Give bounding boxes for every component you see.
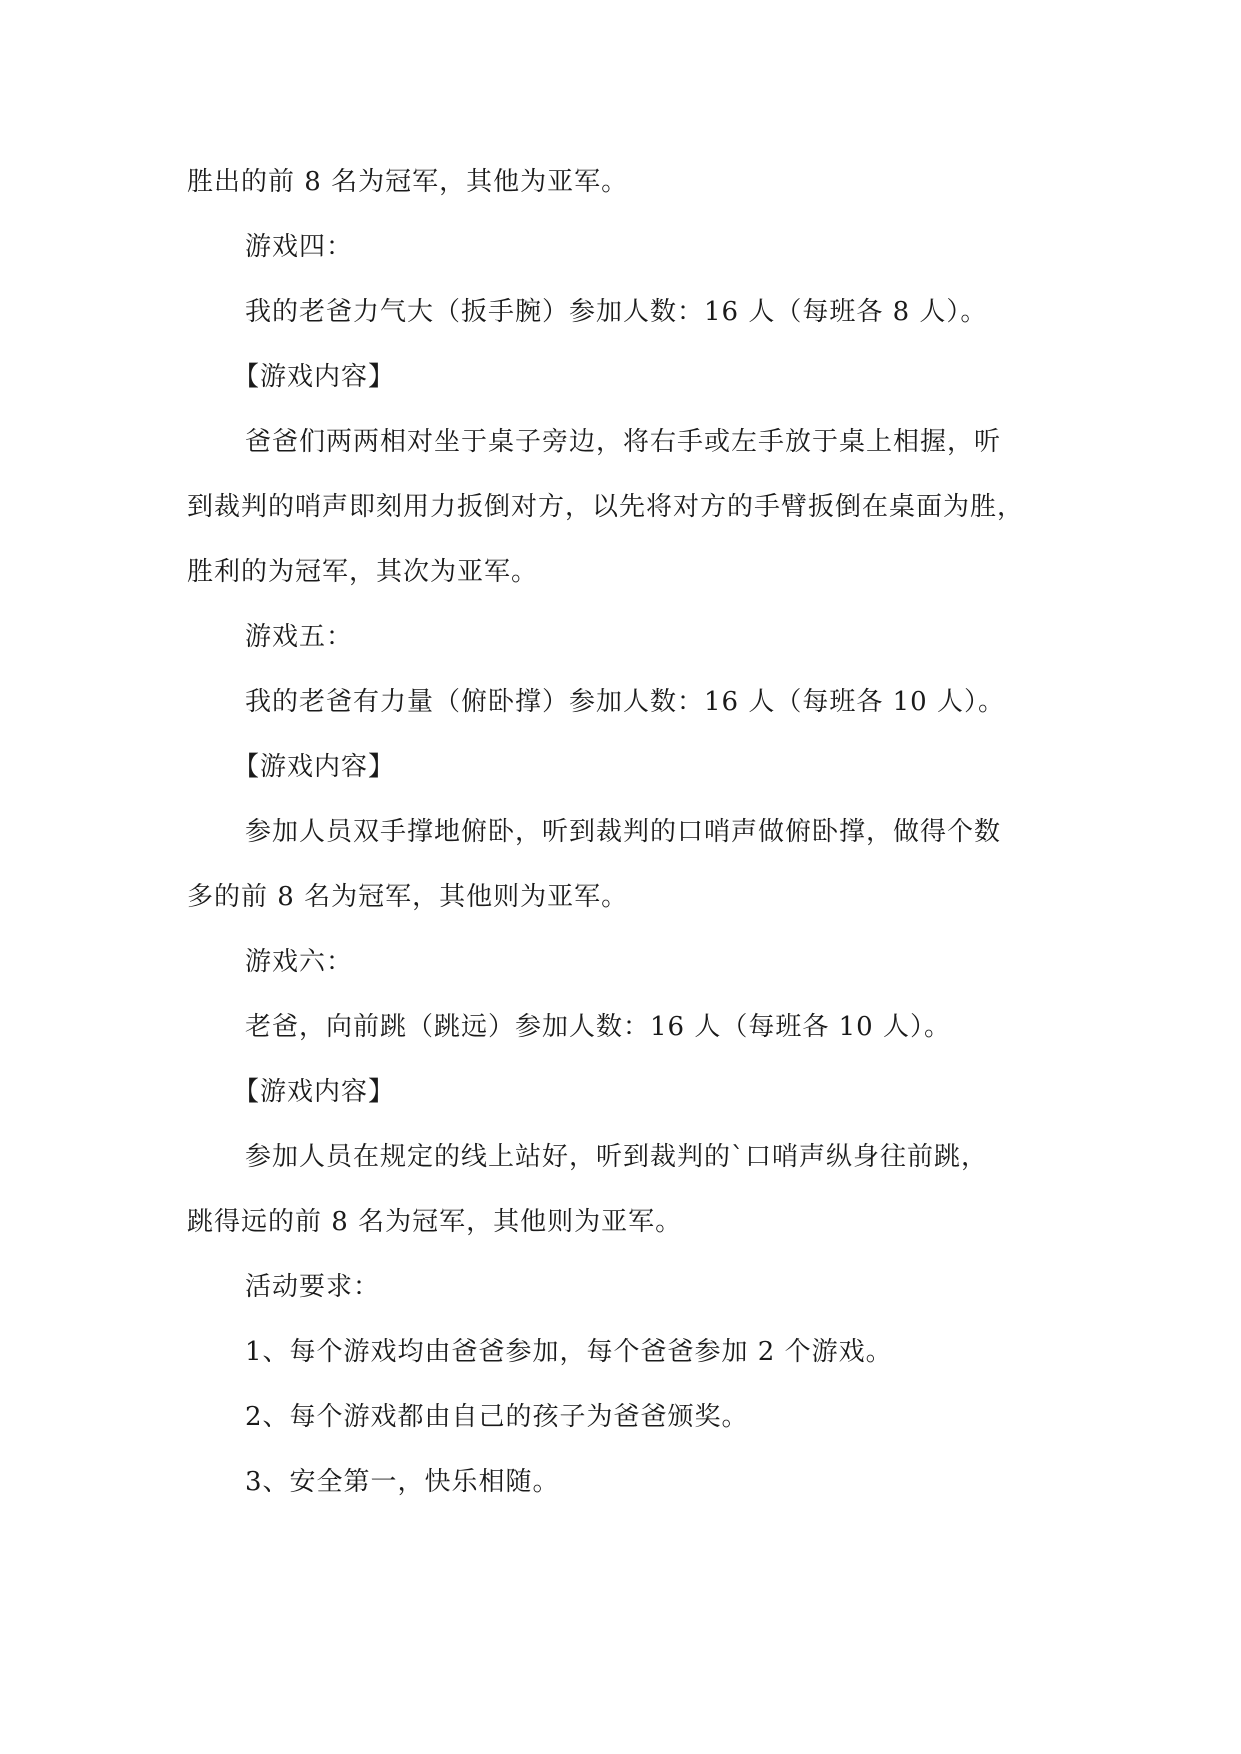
document-body: [187, 150, 1067, 1515]
requirement-item: 2、每个游戏都由自己的孩子为爸爸颁奖。: [245, 1402, 749, 1432]
paragraph-line: 胜利的为冠军，其次为亚军。: [187, 557, 539, 587]
paragraph-line: 参加人员在规定的线上站好，听到裁判的`口哨声纵身往前跳，: [245, 1142, 989, 1172]
game-content-heading: 【游戏内容】: [233, 362, 396, 392]
requirement-item: 1、每个游戏均由爸爸参加，每个爸爸参加 2 个游戏。: [245, 1337, 893, 1367]
game-five-title: 我的老爸有力量（俯卧撑）参加人数：16 人（每班各 10 人）。: [245, 687, 1005, 717]
game-four-heading: 游戏四：: [245, 232, 354, 262]
game-five-heading: 游戏五：: [245, 622, 354, 652]
game-content-heading: 【游戏内容】: [233, 752, 396, 782]
game-six-heading: 游戏六：: [245, 947, 354, 977]
paragraph-line: 多的前 8 名为冠军，其他则为亚军。: [187, 882, 629, 912]
paragraph-line: 跳得远的前 8 名为冠军，其他则为亚军。: [187, 1207, 683, 1237]
activity-requirements-heading: 活动要求：: [245, 1272, 381, 1302]
paragraph-line: 胜出的前 8 名为冠军，其他为亚军。: [187, 167, 629, 197]
game-four-title: 我的老爸力气大（扳手腕）参加人数：16 人（每班各 8 人）。: [245, 297, 988, 327]
game-six-title: 老爸，向前跳（跳远）参加人数：16 人（每班各 10 人）。: [245, 1012, 951, 1042]
paragraph-line: 爸爸们两两相对坐于桌子旁边，将右手或左手放于桌上相握，听: [245, 427, 1002, 457]
paragraph-line: 参加人员双手撑地俯卧，听到裁判的口哨声做俯卧撑，做得个数: [245, 817, 1002, 847]
paragraph-line: 到裁判的哨声即刻用力扳倒对方，以先将对方的手臂扳倒在桌面为胜，: [187, 492, 1025, 522]
requirement-item: 3、安全第一，快乐相随。: [245, 1467, 560, 1497]
game-content-heading: 【游戏内容】: [233, 1077, 396, 1107]
